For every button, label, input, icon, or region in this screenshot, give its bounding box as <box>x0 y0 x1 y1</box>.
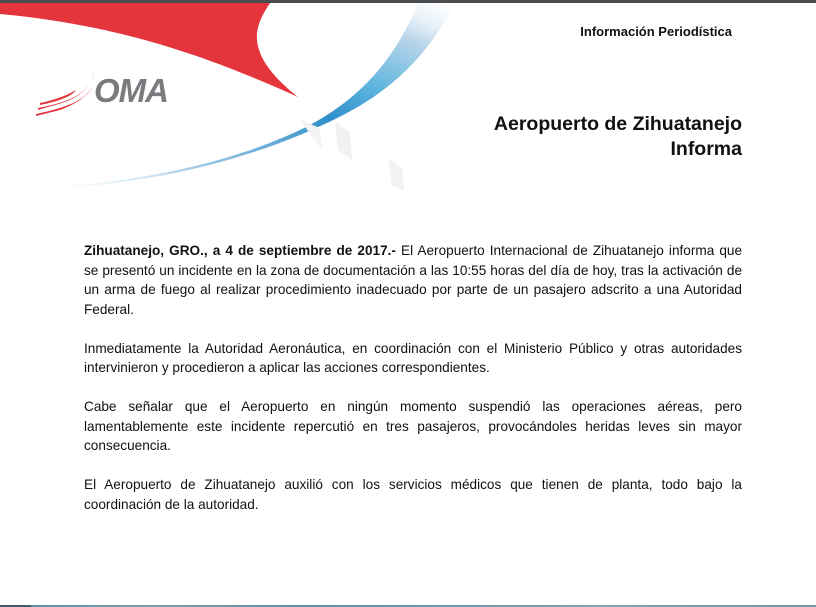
title-line-2: Informa <box>670 138 742 160</box>
oma-logo-text: OMA <box>94 72 168 109</box>
paragraph-2: Inmediatamente la Autoridad Aeronáutica, en coordinación con el Ministerio Público y otras autoridades intervinieron y procedieron a aplicar las acciones correspondientes. <box>84 340 742 375</box>
top-border-strip <box>0 0 816 3</box>
title-line-1: Aeropuerto de Zihuatanejo <box>493 113 742 135</box>
dateline: Zihuatanejo, GRO., a 4 de septiembre de 2017.- <box>84 243 396 258</box>
paragraph-1 <box>84 241 742 319</box>
oma-logo <box>36 66 196 118</box>
paragraph-1-text: El Aeropuerto Internacional de Zihuatanejo informa que se presentó un incidente en la zona de documentación a las 10:55 horas del día de hoy, tras la activación de un arma de fuego al realizar procedimiento inadecuado por parte de un pasajero adscrito a una Autoridad Federal. <box>84 243 743 317</box>
section-label: Información Periodística <box>580 24 732 39</box>
page-title <box>494 112 742 162</box>
paragraph-4: El Aeropuerto de Zihuatanejo auxilió con los servicios médicos que tienen de planta, todo bajo la coordinación de la autoridad. <box>84 477 742 512</box>
oma-wing-icon <box>36 66 96 118</box>
paragraph-3: Cabe señalar que el Aeropuerto en ningún momento suspendió las operaciones aéreas, pero lamentablemente este incidente repercutió en tres pasajeros, provocándoles heridas leves sin mayor consecuencia. <box>84 399 742 453</box>
press-release-body <box>84 241 742 534</box>
